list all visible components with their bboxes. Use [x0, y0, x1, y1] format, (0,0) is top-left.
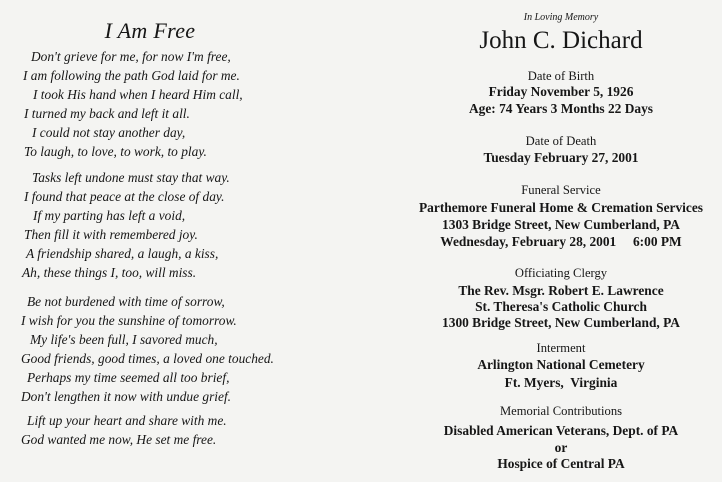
poem-line: A friendship shared, a laugh, a kiss,	[26, 246, 219, 261]
poem-stanza-1	[0, 47, 300, 161]
date-of-death-value: Tuesday February 27, 2001	[483, 150, 639, 165]
contribution-org-1: Disabled American Veterans, Dept. of PA	[443, 423, 679, 438]
poem-line: Don't grieve for me, for now I'm free,	[31, 49, 231, 64]
funeral-datetime: Wednesday, February 28, 2001 6:00 PM	[440, 234, 682, 249]
memorial-contributions-label: Memorial Contributions	[499, 404, 623, 418]
officiating-clergy-label: Officiating Clergy	[514, 266, 608, 280]
date-of-birth-label: Date of Birth	[527, 69, 595, 83]
poem-line: Good friends, good times, a loved one touched.	[21, 351, 274, 366]
deceased-name: John C. Dichard	[479, 27, 643, 54]
date-of-birth-value: Friday November 5, 1926	[488, 84, 634, 99]
poem-line: I took His hand when I heard Him call,	[33, 87, 243, 102]
poem-line: I could not stay another day,	[32, 125, 186, 140]
date-of-death-label: Date of Death	[525, 134, 597, 148]
poem-line: Tasks left undone must stay that way.	[32, 170, 230, 185]
funeral-service-label: Funeral Service	[521, 183, 601, 197]
poem-line: If my parting has left a void,	[33, 208, 186, 223]
poem-stanza-2	[0, 168, 300, 282]
poem-line: I turned my back and left it all.	[24, 106, 190, 121]
contribution-org-2: Hospice of Central PA	[497, 456, 625, 471]
poem-panel	[0, 0, 300, 482]
poem-stanza-3	[0, 292, 300, 406]
cemetery-location: Ft. Myers, Virginia	[504, 375, 618, 390]
poem-line: Ah, these things I, too, will miss.	[22, 265, 197, 280]
poem-line: Perhaps my time seemed all too brief,	[27, 370, 230, 385]
poem-stanza-4	[0, 411, 300, 449]
poem-line: Lift up your heart and share with me.	[27, 413, 227, 428]
contribution-or: or	[554, 440, 568, 455]
in-loving-memory: In Loving Memory	[523, 12, 599, 23]
poem-line: Then fill it with remembered joy.	[24, 227, 198, 242]
poem-line: Be not burdened with time of sorrow,	[27, 294, 225, 309]
age-value: Age: 74 Years 3 Months 22 Days	[469, 101, 653, 116]
poem-line: My life's been full, I savored much,	[30, 332, 218, 347]
poem-line: God wanted me now, He set me free.	[21, 432, 217, 447]
interment-label: Interment	[536, 341, 586, 355]
cemetery-name: Arlington National Cemetery	[477, 357, 645, 372]
clergy-name: The Rev. Msgr. Robert E. Lawrence	[458, 283, 664, 298]
poem-title: I Am Free	[104, 18, 196, 43]
funeral-home-name: Parthemore Funeral Home & Cremation Services	[419, 200, 703, 215]
poem-line: I found that peace at the close of day.	[24, 189, 225, 204]
memorial-panel	[400, 0, 722, 482]
poem-line: I am following the path God laid for me.	[23, 68, 240, 83]
church-address: 1300 Bridge Street, New Cumberland, PA	[442, 315, 680, 330]
poem-line: Don't lengthen it now with undue grief.	[21, 389, 232, 404]
funeral-home-address: 1303 Bridge Street, New Cumberland, PA	[442, 217, 680, 232]
poem-line: I wish for you the sunshine of tomorrow.	[21, 313, 237, 328]
church-name: St. Theresa's Catholic Church	[475, 299, 647, 314]
poem-line: To laugh, to love, to work, to play.	[24, 144, 207, 159]
